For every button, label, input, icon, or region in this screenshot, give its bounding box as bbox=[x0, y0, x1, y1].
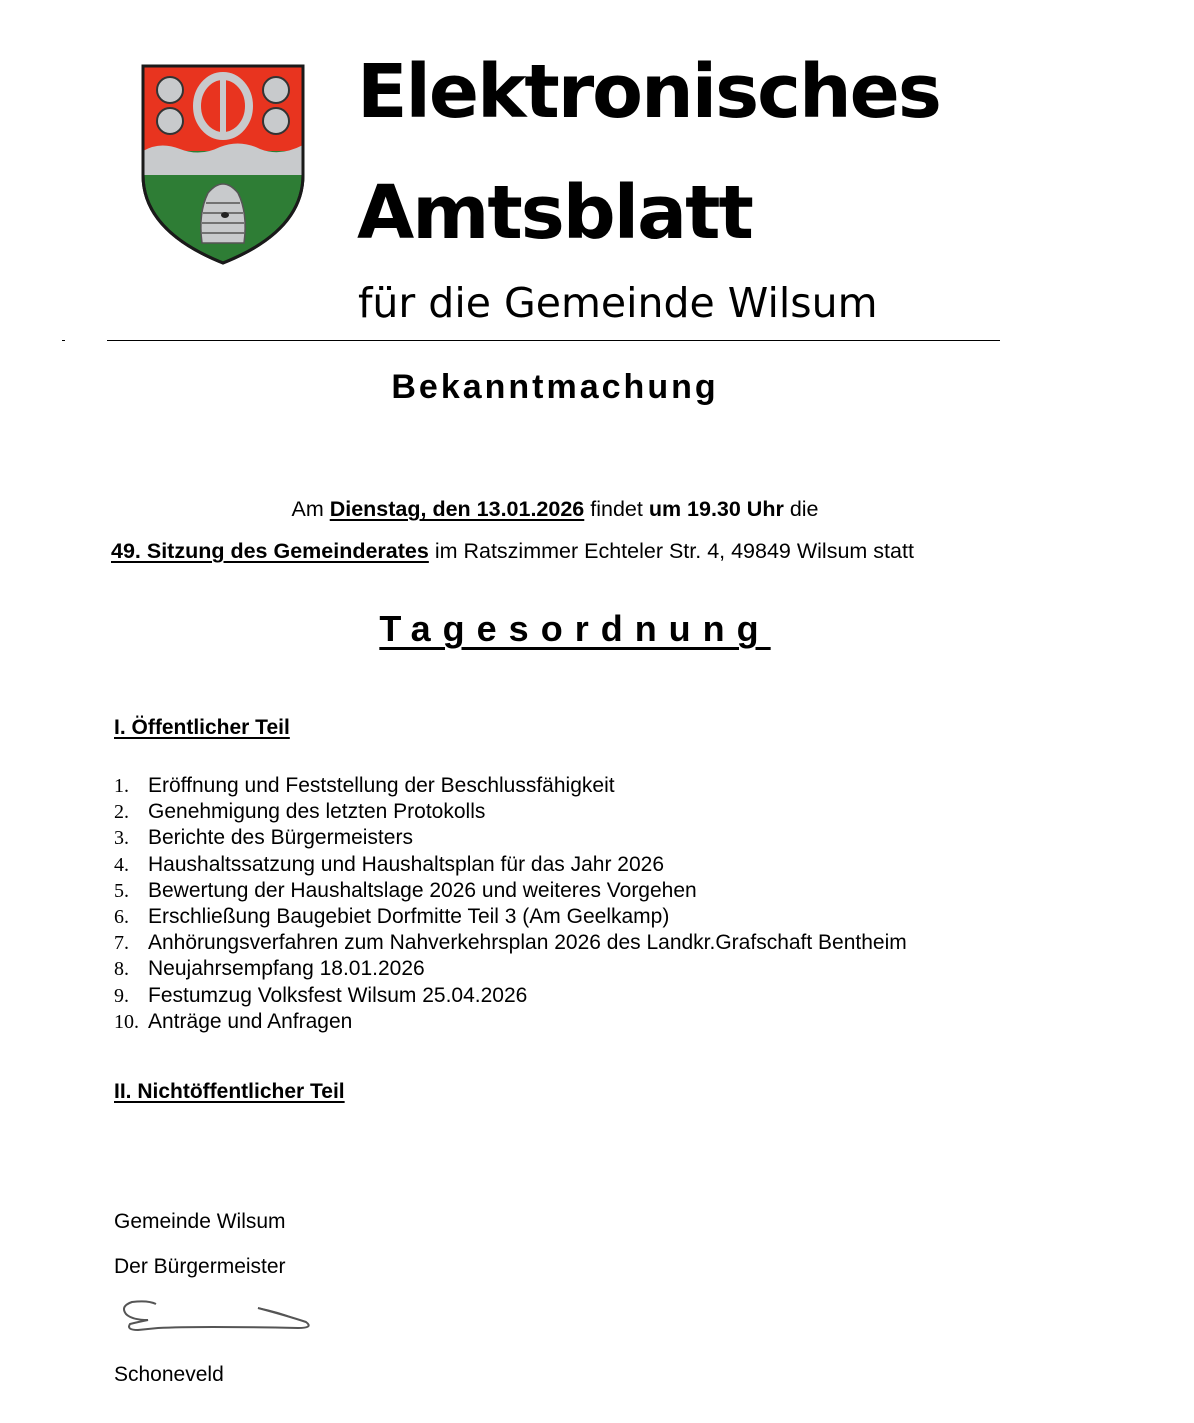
handwritten-signature-icon bbox=[118, 1298, 313, 1336]
header-divider bbox=[107, 340, 1000, 341]
agenda-list bbox=[114, 773, 907, 1035]
agenda-item: 8. Neujahrsempfang 18.01.2026 bbox=[114, 957, 425, 981]
coat-of-arms-icon bbox=[140, 63, 306, 266]
meeting-title: 49. Sitzung des Gemeinderates bbox=[111, 539, 429, 563]
stray-mark bbox=[62, 340, 65, 341]
document-title-line1: Elektronisches bbox=[357, 49, 940, 135]
line1-middle: findet bbox=[584, 497, 649, 521]
agenda-item: 9. Festumzug Volksfest Wilsum 25.04.2026 bbox=[114, 983, 528, 1007]
meeting-location: im Ratszimmer Echteler Str. 4, 49849 Wilsum statt bbox=[428, 539, 914, 563]
signature-organization: Gemeinde Wilsum bbox=[114, 1210, 286, 1233]
signatory-name: Schoneveld bbox=[114, 1363, 224, 1386]
private-section-heading: II. Nichtöffentlicher Teil bbox=[114, 1080, 345, 1103]
agenda-item: 3. Berichte des Bürgermeisters bbox=[114, 826, 413, 850]
line1-suffix: die bbox=[783, 497, 819, 521]
agenda-item: 2. Genehmigung des letzten Protokolls bbox=[114, 800, 486, 824]
agenda-item: 1. Eröffnung und Feststellung der Beschlussfähigkeit bbox=[114, 774, 615, 797]
line1-prefix: Am bbox=[291, 497, 330, 521]
public-section-heading: I. Öffentlicher Teil bbox=[114, 716, 290, 739]
agenda-item: 10. Anträge und Anfragen bbox=[114, 1009, 353, 1033]
document-subtitle: für die Gemeinde Wilsum bbox=[358, 279, 878, 327]
signature-role: Der Bürgermeister bbox=[114, 1255, 286, 1278]
agenda-item: 4. Haushaltssatzung und Haushaltsplan für das Jahr 2026 bbox=[114, 852, 664, 876]
agenda-item: 5. Bewertung der Haushaltslage 2026 und weiteres Vorgehen bbox=[114, 878, 697, 902]
agenda-item: 7. Anhörungsverfahren zum Nahverkehrsplan 2026 des Landkr.Grafschaft Bentheim bbox=[114, 931, 907, 955]
meeting-location-line bbox=[111, 539, 914, 564]
meeting-date: Dienstag, den 13.01.2026 bbox=[329, 497, 585, 521]
notice-heading: Bekanntmachung bbox=[391, 368, 719, 406]
meeting-date-line bbox=[0, 497, 1110, 522]
meeting-time: um 19.30 Uhr bbox=[648, 497, 784, 521]
agenda-item: 6. Erschließung Baugebiet Dorfmitte Teil 3 (Am Geelkamp) bbox=[114, 904, 670, 928]
document-title-line2: Amtsblatt bbox=[357, 170, 752, 256]
agenda-heading: Tagesordnung bbox=[379, 608, 771, 649]
